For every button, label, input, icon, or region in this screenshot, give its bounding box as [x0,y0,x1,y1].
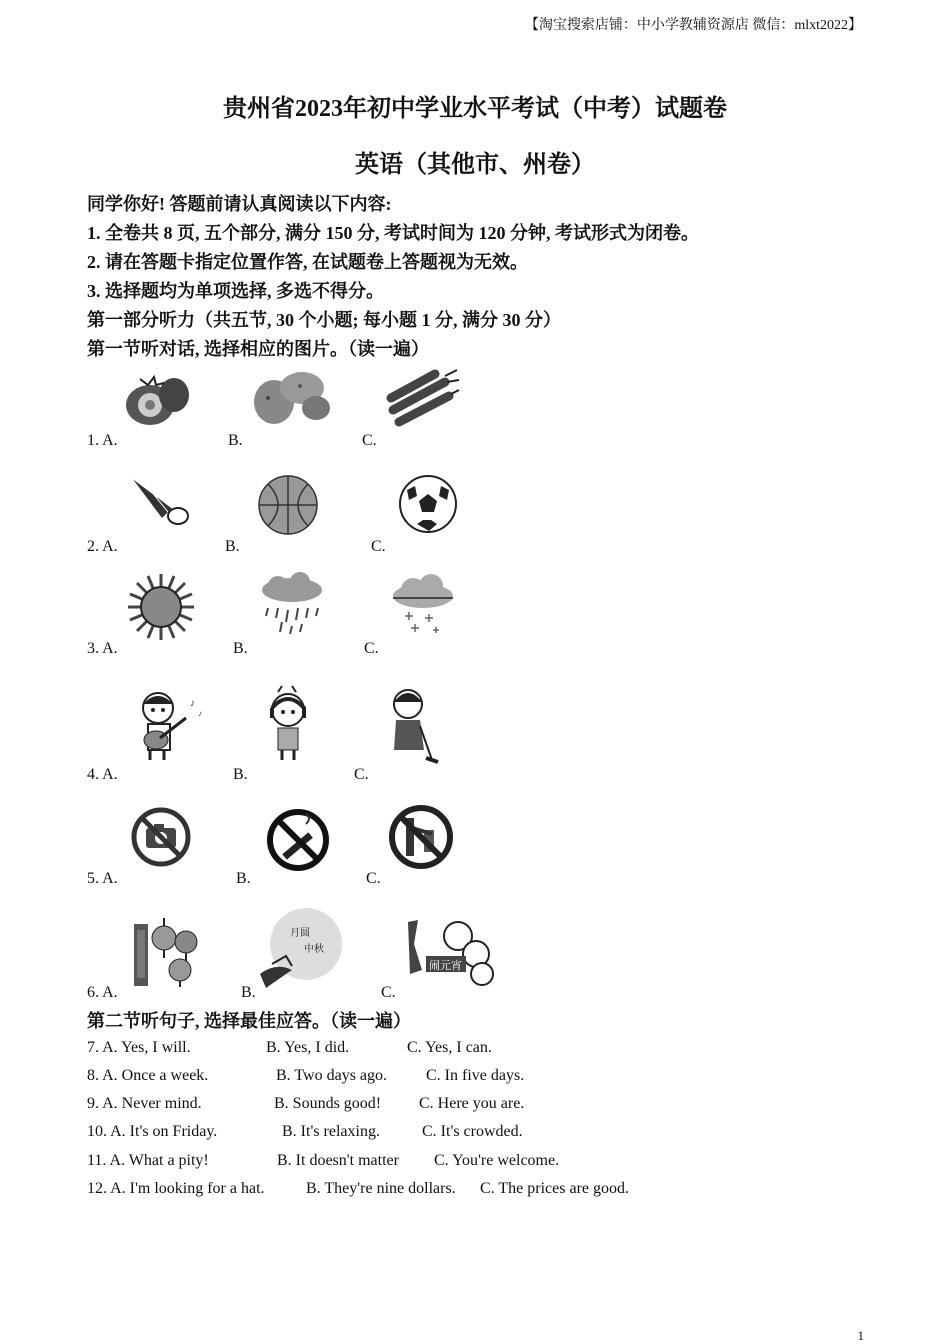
no-smoking-icon [266,808,330,872]
question-option-b: B. Sounds good! [274,1095,382,1112]
note-line: 3. 选择题均为单项选择, 多选不得分。 [87,281,384,301]
svg-text:♪: ♪ [198,709,202,718]
girl-icon [256,684,320,764]
girl-sweeping-icon [380,680,442,766]
question-label: 5. A. [87,870,118,887]
snow-icon [389,572,457,638]
question-option-a: 10. A. It's on Friday. [87,1123,218,1140]
question-option-a: 8. A. Once a week. [87,1067,209,1084]
moon-text-2: 中秋 [304,944,324,955]
page-title: 贵州省2023年初中学业水平考试（中考）试题卷 [223,96,727,122]
question-option-c: C. It's crowded. [422,1123,523,1140]
question-option-b: B. Two days ago. [276,1067,388,1084]
option-label: C. [362,432,377,449]
basketball-icon [256,474,320,536]
option-label: B. [225,538,240,555]
potato-icon [250,368,332,426]
question-option-c: C. Here you are. [419,1095,525,1112]
section-heading: 第二节听句子, 选择最佳应答。（读一遍） [87,1011,411,1031]
option-label: C. [364,640,379,657]
moon-festival-icon [252,904,348,994]
no-photo-icon [130,806,192,868]
question-option-c: C. The prices are good. [480,1180,629,1197]
question-option-a: 12. A. I'm looking for a hat. [87,1180,265,1197]
option-label: C. [381,984,396,1001]
tomato-icon [120,365,192,429]
rain-icon [258,572,326,636]
question-label: 4. A. [87,766,118,783]
question-label: 6. A. [87,984,118,1001]
page-number: 1 [857,1328,864,1343]
svg-text:♪: ♪ [190,698,195,709]
note-line: 2. 请在答题卡指定位置作答, 在试题卷上答题视为无效。 [87,252,528,272]
note-line: 1. 全卷共 8 页, 五个部分, 满分 150 分, 考试时间为 120 分钟, 考试形式为闭卷。 [87,223,699,243]
lantern-festival-icon [400,914,496,990]
option-label: C. [371,538,386,555]
option-label: B. [241,984,256,1001]
lantern-festival-text: 闹元宵 [429,959,462,972]
shuttlecock-icon [128,472,194,528]
question-option-a: 9. A. Never mind. [87,1095,202,1112]
girl-guitar-icon [128,688,208,768]
moon-text-1: 月圆 [290,928,310,939]
question-option-a: 11. A. What a pity! [87,1152,209,1169]
question-option-b: B. They're nine dollars. [306,1180,456,1197]
question-option-b: B. It doesn't matter [277,1152,399,1169]
lantern-icon [124,916,208,988]
option-label: C. [354,766,369,783]
question-option-c: C. In five days. [426,1067,525,1084]
section-heading: 第一节听对话, 选择相应的图片。（读一遍） [87,339,429,359]
option-label: B. [228,432,243,449]
page-subtitle: 英语（其他市、州卷） [355,152,595,178]
question-label: 2. A. [87,538,118,555]
page-header: 【淘宝搜索店铺：中小学教辅资源店 微信：mlxt2022】 [524,18,862,33]
question-label: 3. A. [87,640,118,657]
question-option-c: C. You're welcome. [434,1152,560,1169]
sun-icon [126,572,196,642]
option-label: B. [236,870,251,887]
option-label: B. [233,766,248,783]
question-label: 1. A. [87,432,118,449]
question-option-b: B. Yes, I did. [266,1039,350,1056]
question-option-b: B. It's relaxing. [282,1123,380,1140]
section-heading: 第一部分听力（共五节, 30 个小题; 每小题 1 分, 满分 30 分） [87,310,561,330]
option-label: C. [366,870,381,887]
no-climbing-icon [388,804,454,870]
option-label: B. [233,640,248,657]
note-line: 同学你好! 答题前请认真阅读以下内容: [87,194,392,214]
carrot-icon [385,366,460,428]
football-icon [397,474,459,534]
question-option-a: 7. A. Yes, I will. [87,1039,191,1056]
question-option-c: C. Yes, I can. [407,1039,492,1056]
